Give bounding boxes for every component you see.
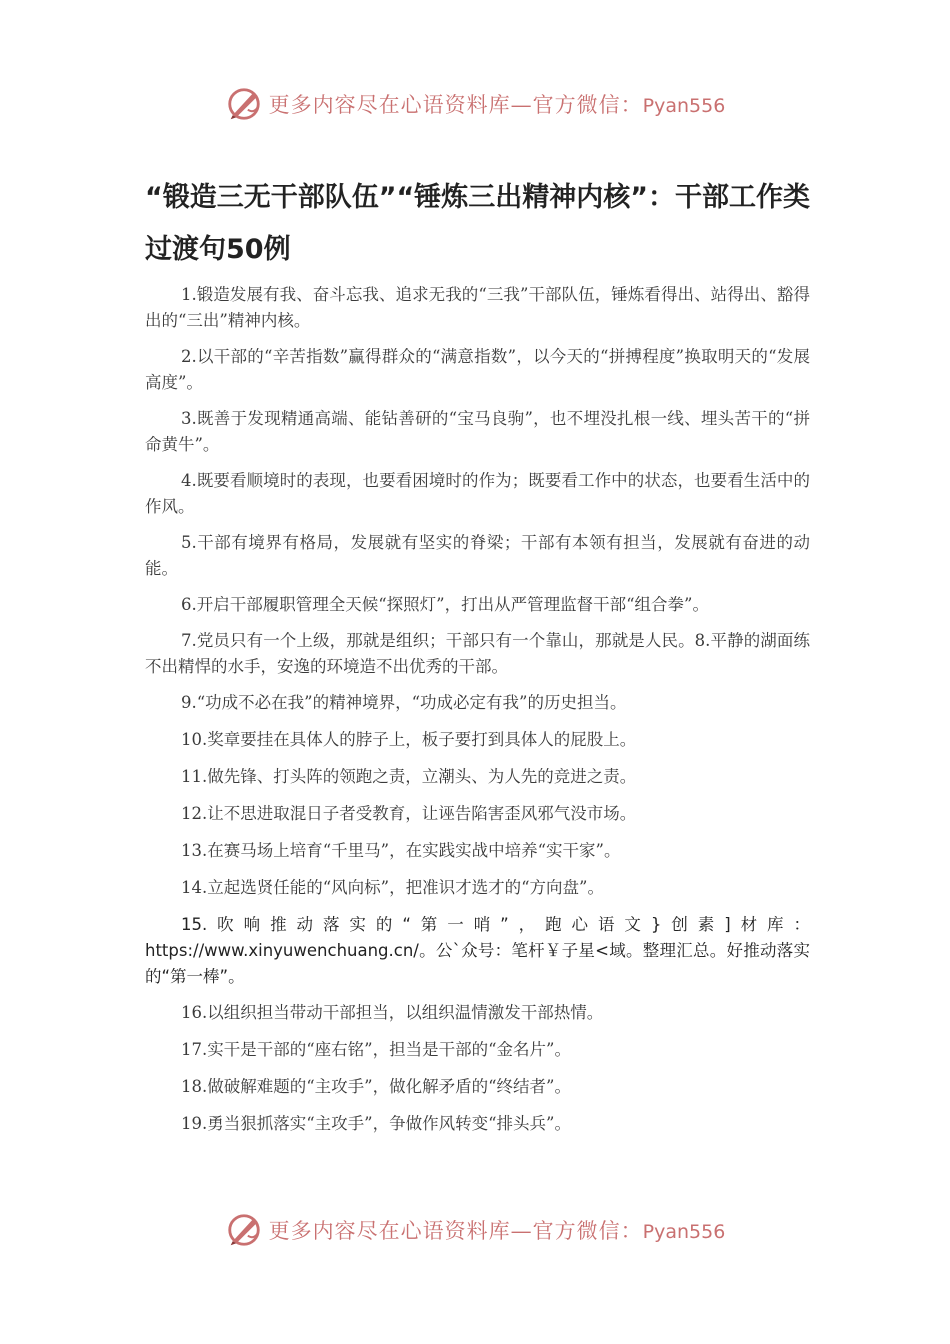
paragraph-3: 3.既善于发现精通高端、能钻善研的“宝马良驹”，也不埋没扎根一线、埋头苦干的“拼命黄牛”。 bbox=[145, 409, 810, 454]
paragraph-11: 11.做先锋、打头阵的领跑之责，立潮头、为人先的竞进之责。 bbox=[181, 767, 637, 786]
document-title: “锻造三无干部队伍”“锤炼三出精神内核”：干部工作类过渡句50例 bbox=[145, 182, 810, 265]
paragraph-7-8: 7.党员只有一个上级，那就是组织；干部只有一个靠山，那就是人民。8.平静的湖面练不出精悍的水手，安逸的环境造不出优秀的干部。 bbox=[145, 631, 810, 676]
paragraph-17: 17.实干是干部的“座右铭”，担当是干部的“金名片”。 bbox=[181, 1040, 571, 1059]
document-body bbox=[145, 282, 810, 1148]
banner-text: 更多内容尽在心语资料库—官方微信：Pyan556 bbox=[268, 93, 726, 117]
paragraph-12: 12.让不思进取混日子者受教育，让诬告陷害歪风邪气没市场。 bbox=[181, 804, 637, 823]
paragraph-16: 16.以组织担当带动干部担当，以组织温情激发干部热情。 bbox=[181, 1003, 604, 1022]
paragraph-4: 4.既要看顺境时的表现，也要看困境时的作为；既要看工作中的状态，也要看生活中的作风。 bbox=[145, 471, 810, 516]
banner-text: 更多内容尽在心语资料库—官方微信：Pyan556 bbox=[268, 1219, 726, 1243]
paragraph-18: 18.做破解难题的“主攻手”，做化解矛盾的“终结者”。 bbox=[181, 1077, 571, 1096]
paragraph-14: 14.立起选贤任能的“风向标”，把准识才选才的“方向盘”。 bbox=[181, 878, 604, 897]
paragraph-19: 19.勇当狠抓落实“主攻手”，争做作风转变“排头兵”。 bbox=[181, 1114, 571, 1133]
paragraph-15: 15.吹响推动落实的“第一哨”，跑心语文}创素]材库：https://www.xinyuwenchuang.cn/。公`众号：笔杆￥子星<域。整理汇总。好推动落实的“第一棒”。 bbox=[145, 915, 810, 986]
paragraph-5: 5.干部有境界有格局，发展就有坚实的脊梁；干部有本领有担当，发展就有奋进的动能。 bbox=[145, 533, 810, 578]
pen-logo-icon bbox=[225, 1211, 263, 1249]
paragraph-9: 9.“功成不必在我”的精神境界，“功成必定有我”的历史担当。 bbox=[181, 693, 627, 712]
paragraph-13: 13.在赛马场上培育“千里马”，在实践实战中培养“实干家”。 bbox=[181, 841, 621, 860]
paragraph-10: 10.奖章要挂在具体人的脖子上，板子要打到具体人的屁股上。 bbox=[181, 730, 637, 749]
paragraph-1: 1.锻造发展有我、奋斗忘我、追求无我的“三我”干部队伍，锤炼看得出、站得出、豁得出的“三出”精神内核。 bbox=[145, 285, 810, 330]
header-watermark-banner bbox=[0, 82, 950, 126]
footer-watermark-banner bbox=[0, 1208, 950, 1252]
paragraph-2: 2.以干部的“辛苦指数”赢得群众的“满意指数”，以今天的“拼搏程度”换取明天的“发展高度”。 bbox=[145, 347, 810, 392]
pen-logo-icon bbox=[225, 85, 263, 123]
paragraph-6: 6.开启干部履职管理全天候“探照灯”，打出从严管理监督干部“组合拳”。 bbox=[181, 595, 709, 614]
